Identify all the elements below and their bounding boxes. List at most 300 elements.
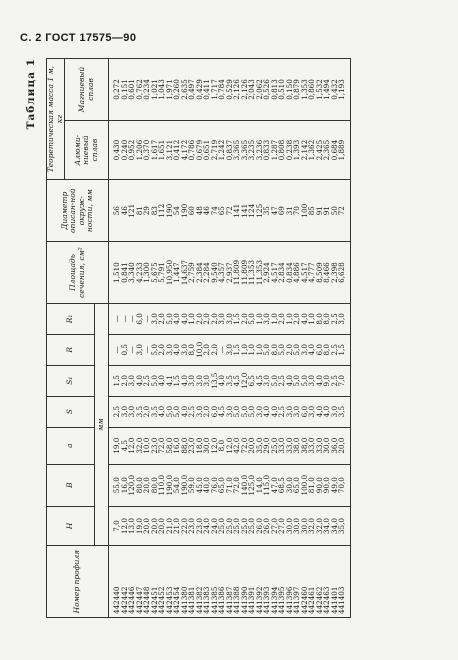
- table-cell-area: 1,510: [109, 242, 121, 304]
- table-cell-d: 31: [286, 180, 294, 242]
- table-cell-R1: 5,0: [248, 303, 256, 334]
- table-cell-R1: 5,0: [166, 303, 174, 334]
- table-cell-B: 80,0: [136, 464, 144, 506]
- table-cell-R1: 3,0: [338, 303, 350, 334]
- table-cell-S1: 12,0: [241, 365, 249, 396]
- table-cell-name: 441388: [233, 546, 241, 618]
- table-cell-mg: 1,021: [151, 59, 159, 121]
- table-body: [109, 59, 351, 618]
- table-cell-area: 9,540: [211, 242, 219, 304]
- table-cell-R1: 1,0: [308, 303, 316, 334]
- table-cell-d: 46: [203, 180, 211, 242]
- table-cell-H: 25,0: [241, 506, 249, 546]
- table-cell-mg: 0,526: [263, 59, 271, 121]
- table-cell-R1: 4,0: [301, 303, 309, 334]
- table-cell-R1: —: [109, 303, 121, 334]
- table-cell-S: 2,5: [188, 396, 196, 427]
- table-cell-H: 21,0: [166, 506, 174, 546]
- table-cell-name: 441392: [256, 546, 264, 618]
- table-cell-area: 2,398: [331, 242, 339, 304]
- table-cell-H: 30,0: [293, 506, 301, 546]
- table-cell-d: 100: [301, 180, 309, 242]
- table-cell-name: 442447: [136, 546, 144, 618]
- table-cell-mg: 1,494: [323, 59, 331, 121]
- table-cell-al: 0,651: [203, 120, 211, 179]
- table-cell-H: 32,0: [308, 506, 316, 546]
- table-cell-R: 8,0: [323, 334, 331, 365]
- table-cell-S1: 3,5: [226, 365, 234, 396]
- table-cell-al: 0,952: [128, 120, 136, 179]
- table-cell-S1: 5,0: [293, 365, 301, 396]
- table-cell-name: 441386: [218, 546, 226, 618]
- table-cell-mg: 0,150: [286, 59, 294, 121]
- table-cell-al: 0,238: [286, 120, 294, 179]
- table-cell-name: 441393: [263, 546, 271, 618]
- table-cell-H: 21,0: [173, 506, 181, 546]
- table-cell-B: 76,0: [211, 464, 219, 506]
- table-cell-al: 2,365: [323, 120, 331, 179]
- table-cell-a: 33,0: [316, 427, 324, 464]
- table-cell-a: 19,0: [109, 427, 121, 464]
- table-cell-area: 2,924: [263, 242, 271, 304]
- table-cell-mg: 0,429: [196, 59, 204, 121]
- table-cell-name: 442452: [158, 546, 166, 618]
- table-cell-al: 3,365: [241, 120, 249, 179]
- table-cell-S: 3,0: [331, 396, 339, 427]
- table-cell-d: 141: [233, 180, 241, 242]
- table-cell-a: 58,0: [166, 427, 174, 464]
- col-header-aluminium: Алюми-ниевый сплав: [65, 120, 109, 179]
- table-cell-al: 0,786: [188, 120, 196, 179]
- table-cell-d: 190: [181, 180, 189, 242]
- table-cell-H: 24,0: [203, 506, 211, 546]
- table-cell-area: 4,777: [308, 242, 316, 304]
- table-cell-S: 3,0: [226, 396, 234, 427]
- table-cell-B: 47,0: [271, 464, 279, 506]
- col-header-diameter: Диаметр описан-ной окруж-ности, мм: [47, 180, 109, 242]
- table-cell-S: 4,0: [263, 396, 271, 427]
- table-cell-S1: 5,0: [151, 365, 159, 396]
- table-cell-al: 3,365: [233, 120, 241, 179]
- table-cell-al: 2,719: [211, 120, 219, 179]
- table-cell-S: 5,0: [233, 396, 241, 427]
- table-cell-R1: —: [143, 303, 151, 334]
- table-cell-d: 112: [158, 180, 166, 242]
- table-cell-a: 38,0: [301, 427, 309, 464]
- table-cell-name: 442454: [173, 546, 181, 618]
- col-header-profile: Номер профиля: [47, 546, 109, 618]
- table-cell-a: 12,0: [226, 427, 234, 464]
- table-cell-mg: 0,497: [188, 59, 196, 121]
- table-cell-B: 80,0: [151, 464, 159, 506]
- table-cell-R1: 2,0: [278, 303, 286, 334]
- table-cell-H: 25,0: [248, 506, 256, 546]
- table-cell-al: 3,235: [248, 120, 256, 179]
- table-cell-a: 30,0: [203, 427, 211, 464]
- table-cell-R1: 3,0: [263, 303, 271, 334]
- table-cell-mg: 0,784: [218, 59, 226, 121]
- table-cell-d: 141: [241, 180, 249, 242]
- table-cell-name: 442440: [109, 546, 121, 618]
- table-cell-al: 0,412: [173, 120, 181, 179]
- table-cell-R: 3,0: [301, 334, 309, 365]
- table-cell-R: —: [143, 334, 151, 365]
- table-cell-B: 65,0: [218, 464, 226, 506]
- table-cell-name: 441401: [331, 546, 339, 618]
- table-cell-mg: 1,043: [158, 59, 166, 121]
- table-cell-al: 3,121: [166, 120, 174, 179]
- col-header-B: B: [47, 464, 95, 506]
- table-cell-H: 34,0: [331, 506, 339, 546]
- table-cell-mg: 0,260: [173, 59, 181, 121]
- table-cell-area: 10,950: [166, 242, 174, 304]
- table-cell-S: 4,0: [316, 396, 324, 427]
- table-cell-B: 190,0: [166, 464, 174, 506]
- table-cell-B: 59,0: [188, 464, 196, 506]
- table-cell-area: 4,233: [136, 242, 144, 304]
- table-cell-H: 34,0: [323, 506, 331, 546]
- table-cell-B: 71,0: [226, 464, 234, 506]
- table-cell-name: 441380: [181, 546, 189, 618]
- table-cell-S1: 2,5: [278, 365, 286, 396]
- table-cell-area: 1,300: [143, 242, 151, 304]
- table-cell-al: 1,206: [136, 120, 144, 179]
- col-header-a: a: [47, 427, 95, 464]
- table-cell-S: 4,0: [158, 396, 166, 427]
- table-cell-name: 441397: [293, 546, 301, 618]
- table-cell-S1: 4,1: [166, 365, 174, 396]
- table-cell-S: 5,0: [166, 396, 174, 427]
- table-cell-B: 110,0: [158, 464, 166, 506]
- table-cell-area: 11,353: [256, 242, 264, 304]
- table-cell-a: 72,0: [158, 427, 166, 464]
- table-cell-area: 14,637: [181, 242, 189, 304]
- table-cell-H: 27,0: [278, 506, 286, 546]
- table-cell-d: 70: [293, 180, 301, 242]
- table-cell-S: 3,0: [196, 396, 204, 427]
- table-cell-name: 442453: [166, 546, 174, 618]
- table-row: [109, 59, 121, 618]
- table-cell-R: 3,0: [226, 334, 234, 365]
- table-cell-d: 54: [173, 180, 181, 242]
- table-cell-S: 3,0: [128, 396, 136, 427]
- table-cell-mg: 0,762: [136, 59, 144, 121]
- table-cell-a: 33,0: [308, 427, 316, 464]
- table-cell-a: 23,0: [188, 427, 196, 464]
- table-cell-S1: 5,0: [301, 365, 309, 396]
- table-cell-S1: 2,0: [121, 365, 129, 396]
- table-cell-H: 30,0: [301, 506, 309, 546]
- table-cell-R1: 2,0: [211, 303, 219, 334]
- table-cell-name: 442460: [301, 546, 309, 618]
- table-cell-area: 3,340: [128, 242, 136, 304]
- table-cell-B: 40,0: [203, 464, 211, 506]
- table-cell-R: —: [218, 334, 226, 365]
- table-cell-al: 0,240: [121, 120, 129, 179]
- table-cell-mg: 1,532: [316, 59, 324, 121]
- table-cell-R: 1,0: [241, 334, 249, 365]
- table-cell-S: 3,5: [338, 396, 350, 427]
- table-cell-H: 7,0: [109, 506, 121, 546]
- table-cell-al: 1,242: [218, 120, 226, 179]
- table-cell-S: 3,0: [121, 396, 129, 427]
- table-cell-d: 48: [196, 180, 204, 242]
- table-cell-area: 11,809: [233, 242, 241, 304]
- table-cell-R: 2,5: [331, 334, 339, 365]
- table-cell-S: 2,0: [143, 396, 151, 427]
- table-cell-R: 1,0: [256, 334, 264, 365]
- table-cell-name: 442451: [151, 546, 159, 618]
- table-cell-H: 26,0: [263, 506, 271, 546]
- table-cell-R1: 2,0: [196, 303, 204, 334]
- table-cell-R1: 3,0: [151, 303, 159, 334]
- table-cell-S1: 4,0: [316, 365, 324, 396]
- table-cell-S: 3,5: [136, 396, 144, 427]
- table-cell-H: 20,0: [151, 506, 159, 546]
- table-cell-name: 441394: [271, 546, 279, 618]
- table-cell-name: 442442: [121, 546, 129, 618]
- table-cell-S1: 4,0: [218, 365, 226, 396]
- table-cell-H: 23,0: [196, 506, 204, 546]
- table-cell-B: 125,0: [248, 464, 256, 506]
- table-cell-al: 0,808: [278, 120, 286, 179]
- table-cell-R: 3,0: [181, 334, 189, 365]
- table-cell-a: 88,0: [181, 427, 189, 464]
- table-cell-H: 24,0: [211, 506, 219, 546]
- table-cell-mg: 1,193: [338, 59, 350, 121]
- table-cell-B: 72,0: [233, 464, 241, 506]
- table-cell-S: 3,0: [308, 396, 316, 427]
- table-cell-S: 2,0: [203, 396, 211, 427]
- table-cell-S: 5,0: [241, 396, 249, 427]
- table-cell-d: 81: [136, 180, 144, 242]
- table-cell-a: 25,0: [271, 427, 279, 464]
- table-cell-area: 5,791: [158, 242, 166, 304]
- table-cell-area: 2,834: [278, 242, 286, 304]
- table-cell-S1: 3,0: [263, 365, 271, 396]
- page-header: С. 2 ГОСТ 17575—90: [20, 32, 137, 44]
- table-cell-name: 442463: [323, 546, 331, 618]
- table-cell-mg: 0,813: [271, 59, 279, 121]
- table-cell-B: 90,0: [323, 464, 331, 506]
- table-cell-H: 22,0: [181, 506, 189, 546]
- table-cell-mg: 2,126: [241, 59, 249, 121]
- table-cell-B: 16,0: [121, 464, 129, 506]
- table-cell-mg: 2,635: [181, 59, 189, 121]
- table-cell-B: 90,0: [316, 464, 324, 506]
- table-cell-mg: 0,529: [226, 59, 234, 121]
- table-cell-R: 5,0: [278, 334, 286, 365]
- table-cell-R1: 2,0: [241, 303, 249, 334]
- table-cell-d: 72: [338, 180, 350, 242]
- table-cell-d: 91: [316, 180, 324, 242]
- table-cell-S1: 1,5: [109, 365, 121, 396]
- table-cell-S: 6,0: [211, 396, 219, 427]
- table-cell-S: 4,0: [271, 396, 279, 427]
- table-cell-a: 12,0: [128, 427, 136, 464]
- table-cell-S1: 4,5: [256, 365, 264, 396]
- table-cell-B: 45,0: [196, 464, 204, 506]
- table-cell-d: 74: [211, 180, 219, 242]
- table-cell-R: —: [128, 334, 136, 365]
- table-cell-mg: 0,411: [203, 59, 211, 121]
- table-cell-S1: 3,0: [128, 365, 136, 396]
- table-cell-mg: 1,353: [301, 59, 309, 121]
- table-cell-mg: 2,126: [233, 59, 241, 121]
- table-cell-S1: 1,5: [173, 365, 181, 396]
- table-cell-a: 36,0: [331, 427, 339, 464]
- table-cell-name: 441395: [278, 546, 286, 618]
- table-cell-al: 0,833: [263, 120, 271, 179]
- table-cell-H: 23,0: [188, 506, 196, 546]
- table-cell-H: 13,0: [128, 506, 136, 546]
- table-cell-R: 6,0: [316, 334, 324, 365]
- table-cell-name: 441387: [226, 546, 234, 618]
- table-cell-R: 5,0: [151, 334, 159, 365]
- table-cell-R1: 1,0: [256, 303, 264, 334]
- table-cell-area: 2,384: [196, 242, 204, 304]
- table-cell-d: 69: [278, 180, 286, 242]
- table-cell-S: 4,0: [181, 396, 189, 427]
- table-cell-S1: 3,0: [308, 365, 316, 396]
- table-cell-d: 72: [226, 180, 234, 242]
- table-cell-R1: 2,0: [293, 303, 301, 334]
- col-header-H: H: [47, 506, 95, 546]
- table-cell-R1: 2,5: [331, 303, 339, 334]
- table-cell-mg: 0,432: [331, 59, 339, 121]
- table-cell-a: 10,0: [143, 427, 151, 464]
- table-cell-area: 8,466: [323, 242, 331, 304]
- table-cell-S1: 7,0: [338, 365, 350, 396]
- table-cell-area: 2,284: [203, 242, 211, 304]
- table-cell-al: 1,393: [293, 120, 301, 179]
- table-cell-R: 0,5: [121, 334, 129, 365]
- table-cell-d: 65: [218, 180, 226, 242]
- table-cell-B: 54,0: [173, 464, 181, 506]
- table-cell-al: 0,370: [143, 120, 151, 179]
- table-cell-d: 47: [271, 180, 279, 242]
- table-cell-S1: 3,0: [188, 365, 196, 396]
- table-cell-d: 124: [248, 180, 256, 242]
- table-row: [338, 59, 350, 618]
- table-cell-S: 4,0: [323, 396, 331, 427]
- table-cell-R: 2,0: [211, 334, 219, 365]
- table-cell-name: 442462: [316, 546, 324, 618]
- table-cell-area: 4,886: [293, 242, 301, 304]
- col-header-S: S: [47, 396, 95, 427]
- table-cell-R: 2,0: [286, 334, 294, 365]
- table-cell-H: 25,0: [226, 506, 234, 546]
- table-cell-al: 2,142: [301, 120, 309, 179]
- table-cell-B: 55,0: [109, 464, 121, 506]
- table-cell-mg: 0,151: [121, 59, 129, 121]
- table-cell-area: 4,517: [301, 242, 309, 304]
- table-cell-S1: 4,5: [233, 365, 241, 396]
- table-cell-name: 441385: [211, 546, 219, 618]
- table-cell-al: 1,617: [151, 120, 159, 179]
- table-cell-R: 2,0: [203, 334, 211, 365]
- table-cell-S: 2,5: [278, 396, 286, 427]
- rotated-table-area: [22, 58, 434, 618]
- table-cell-mg: 2,062: [256, 59, 264, 121]
- table-cell-S1: 3,0: [203, 365, 211, 396]
- table-cell-d: 190: [166, 180, 174, 242]
- table-cell-al: 0,684: [331, 120, 339, 179]
- table-cell-area: 5,675: [151, 242, 159, 304]
- table-cell-name: 441403: [338, 546, 350, 618]
- table-cell-R1: 3,0: [218, 303, 226, 334]
- table-cell-R: 4,0: [173, 334, 181, 365]
- table-cell-R1: 2,0: [158, 303, 166, 334]
- table-cell-S1: 4,0: [158, 365, 166, 396]
- table-cell-R: 5,0: [263, 334, 271, 365]
- table-cell-name: 441396: [286, 546, 294, 618]
- table-cell-area: 0,834: [286, 242, 294, 304]
- table-cell-R1: —: [121, 303, 129, 334]
- table-cell-B: 20,0: [143, 464, 151, 506]
- table-cell-S1: 2,5: [143, 365, 151, 396]
- table-cell-S: 3,0: [286, 396, 294, 427]
- table-cell-name: 442446: [128, 546, 136, 618]
- table-cell-al: 1,362: [308, 120, 316, 179]
- table-cell-R1: 1,0: [271, 303, 279, 334]
- table-cell-S: 4,5: [218, 396, 226, 427]
- table-cell-S1: 4,0: [286, 365, 294, 396]
- table-cell-B: 120,0: [128, 464, 136, 506]
- table-cell-B: 81,0: [308, 464, 316, 506]
- table-cell-R1: 6,0: [136, 303, 144, 334]
- table-cell-H: 20,0: [143, 506, 151, 546]
- table-cell-R: 2,0: [158, 334, 166, 365]
- table-cell-area: 8,509: [316, 242, 324, 304]
- table-cell-a: 32,0: [136, 427, 144, 464]
- table-cell-d: 85: [308, 180, 316, 242]
- table-cell-mg: 0,879: [293, 59, 301, 121]
- table-cell-al: 2,425: [316, 120, 324, 179]
- col-header-theoretical-mass: Теоретическая масса 1 м, кг: [47, 59, 65, 180]
- table-cell-name: 441383: [203, 546, 211, 618]
- table-cell-d: 83: [151, 180, 159, 242]
- table-cell-S1: 9,0: [323, 365, 331, 396]
- table-cell-area: 11,809: [241, 242, 249, 304]
- table-cell-R: 3,0: [136, 334, 144, 365]
- table-cell-H: 35,0: [338, 506, 350, 546]
- table-cell-R: 4,0: [308, 334, 316, 365]
- table-cell-d: 56: [109, 180, 121, 242]
- table-cell-H: 30,0: [286, 506, 294, 546]
- table-cell-mg: 1,717: [211, 59, 219, 121]
- table-cell-a: 4,5: [121, 427, 129, 464]
- table-cell-d: 50: [331, 180, 339, 242]
- table-cell-a: 20,0: [248, 427, 256, 464]
- table-cell-S1: 4,0: [181, 365, 189, 396]
- table-cell-area: 2,937: [226, 242, 234, 304]
- col-header-area: Площадь сечения, см²: [47, 242, 109, 304]
- table-cell-R1: 1,5: [233, 303, 241, 334]
- table-cell-R1: 1,0: [188, 303, 196, 334]
- table-cell-S1: 3,0: [196, 365, 204, 396]
- table-cell-area: 11,353: [248, 242, 256, 304]
- table-cell-a: 16,0: [173, 427, 181, 464]
- table-cell-R: 1,0: [248, 334, 256, 365]
- table-cell-R1: 1,0: [286, 303, 294, 334]
- table-cell-a: 33,0: [286, 427, 294, 464]
- table-cell-al: 1,889: [338, 120, 350, 179]
- table-cell-name: 441390: [241, 546, 249, 618]
- table-cell-S: 5,0: [248, 396, 256, 427]
- table-cell-a: 72,0: [241, 427, 249, 464]
- table-cell-B: 100,0: [301, 464, 309, 506]
